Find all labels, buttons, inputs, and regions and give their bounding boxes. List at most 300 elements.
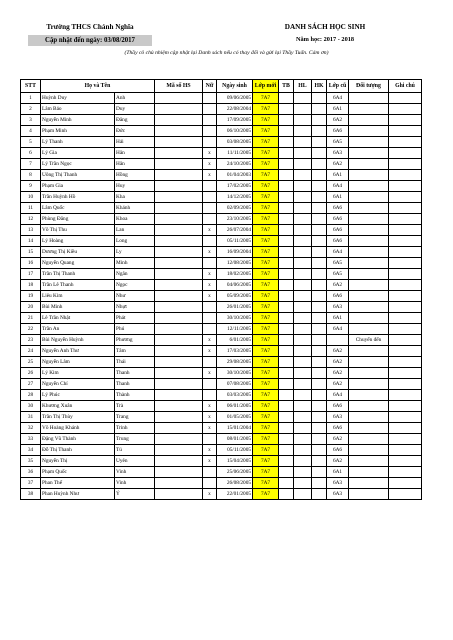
cell-stt: 11 xyxy=(21,203,41,214)
cell-female xyxy=(203,478,217,489)
cell-hl xyxy=(294,225,312,236)
cell-hl xyxy=(294,423,312,434)
cell-female xyxy=(203,236,217,247)
cell-category xyxy=(349,170,389,181)
cell-student-id xyxy=(155,203,203,214)
cell-tb xyxy=(279,126,294,137)
cell-stt: 15 xyxy=(21,247,41,258)
cell-tb xyxy=(279,115,294,126)
cell-category xyxy=(349,390,389,401)
cell-hl xyxy=(294,93,312,104)
cell-new-class: 7A7 xyxy=(253,159,279,170)
table-row xyxy=(21,93,422,104)
cell-female xyxy=(203,313,217,324)
cell-hk xyxy=(312,346,327,357)
cell-hl xyxy=(294,148,312,159)
cell-new-class: 7A7 xyxy=(253,280,279,291)
cell-new-class: 7A7 xyxy=(253,203,279,214)
cell-category xyxy=(349,247,389,258)
cell-notes xyxy=(389,489,422,500)
cell-last-middle-name: Uông Thị Thanh xyxy=(41,170,115,181)
cell-tb xyxy=(279,159,294,170)
cell-category xyxy=(349,192,389,203)
cell-category xyxy=(349,148,389,159)
cell-birth-date: 06/10/2005 xyxy=(217,126,253,137)
cell-student-id xyxy=(155,390,203,401)
cell-stt: 34 xyxy=(21,445,41,456)
cell-notes xyxy=(389,170,422,181)
cell-new-class: 7A7 xyxy=(253,93,279,104)
cell-birth-date: 01/04/2003 xyxy=(217,170,253,181)
cell-first-name: Kha xyxy=(115,192,155,203)
cell-first-name: Phát xyxy=(115,313,155,324)
cell-hk xyxy=(312,434,327,445)
cell-female: x xyxy=(203,269,217,280)
cell-old-class: 6A2 xyxy=(327,434,349,445)
cell-stt: 24 xyxy=(21,346,41,357)
cell-stt: 2 xyxy=(21,104,41,115)
cell-birth-date: 26/08/2005 xyxy=(217,478,253,489)
cell-birth-date: 12/08/2005 xyxy=(217,258,253,269)
cell-category: Chuyển đến xyxy=(349,335,389,346)
cell-tb xyxy=(279,324,294,335)
cell-tb xyxy=(279,401,294,412)
table-header-row xyxy=(21,80,422,93)
table-row xyxy=(21,390,422,401)
cell-hl xyxy=(294,137,312,148)
cell-old-class: 6A2 xyxy=(327,368,349,379)
table-row xyxy=(21,126,422,137)
cell-hl xyxy=(294,291,312,302)
cell-tb xyxy=(279,445,294,456)
cell-old-class: 6A4 xyxy=(327,390,349,401)
table-row xyxy=(21,148,422,159)
cell-new-class: 7A7 xyxy=(253,302,279,313)
cell-stt: 4 xyxy=(21,126,41,137)
cell-notes xyxy=(389,412,422,423)
cell-stt: 30 xyxy=(21,401,41,412)
cell-category xyxy=(349,478,389,489)
cell-birth-date: 04/06/2005 xyxy=(217,280,253,291)
cell-first-name: Thái xyxy=(115,357,155,368)
cell-category xyxy=(349,456,389,467)
cell-birth-date: 26/01/2005 xyxy=(217,302,253,313)
cell-hl xyxy=(294,159,312,170)
cell-old-class: 6A3 xyxy=(327,478,349,489)
cell-notes xyxy=(389,302,422,313)
cell-student-id xyxy=(155,324,203,335)
cell-hl xyxy=(294,401,312,412)
cell-last-middle-name: Lý Kim xyxy=(41,368,115,379)
col-header-hk: HK xyxy=(312,80,327,93)
cell-notes xyxy=(389,247,422,258)
cell-stt: 22 xyxy=(21,324,41,335)
cell-new-class: 7A7 xyxy=(253,236,279,247)
table-row xyxy=(21,214,422,225)
cell-category xyxy=(349,214,389,225)
cell-tb xyxy=(279,456,294,467)
cell-last-middle-name: Phùng Đăng xyxy=(41,214,115,225)
cell-hk xyxy=(312,148,327,159)
col-header-new-class: Lớp mới xyxy=(253,80,279,93)
cell-tb xyxy=(279,269,294,280)
col-header-full-name: Họ và Tên xyxy=(41,80,155,93)
cell-birth-date: 17/02/2005 xyxy=(217,181,253,192)
cell-tb xyxy=(279,434,294,445)
cell-notes xyxy=(389,401,422,412)
cell-hk xyxy=(312,368,327,379)
cell-notes xyxy=(389,104,422,115)
cell-tb xyxy=(279,357,294,368)
cell-student-id xyxy=(155,346,203,357)
cell-old-class: 6A6 xyxy=(327,203,349,214)
cell-female xyxy=(203,93,217,104)
cell-tb xyxy=(279,247,294,258)
cell-notes xyxy=(389,148,422,159)
cell-stt: 38 xyxy=(21,489,41,500)
cell-old-class: 6A6 xyxy=(327,126,349,137)
cell-stt: 10 xyxy=(21,192,41,203)
cell-hl xyxy=(294,247,312,258)
cell-last-middle-name: Lý Trần Ngọc xyxy=(41,159,115,170)
cell-hk xyxy=(312,357,327,368)
cell-birth-date: 30/10/2005 xyxy=(217,313,253,324)
cell-new-class: 7A7 xyxy=(253,368,279,379)
cell-notes xyxy=(389,93,422,104)
cell-old-class: 6A2 xyxy=(327,159,349,170)
cell-last-middle-name: Phạm Minh xyxy=(41,126,115,137)
cell-stt: 7 xyxy=(21,159,41,170)
cell-new-class: 7A7 xyxy=(253,148,279,159)
cell-student-id xyxy=(155,489,203,500)
cell-old-class: 6A4 xyxy=(327,93,349,104)
cell-tb xyxy=(279,181,294,192)
cell-female: x xyxy=(203,148,217,159)
cell-category xyxy=(349,115,389,126)
table-row xyxy=(21,423,422,434)
cell-old-class: 6A6 xyxy=(327,423,349,434)
cell-tb xyxy=(279,489,294,500)
cell-student-id xyxy=(155,159,203,170)
cell-new-class: 7A7 xyxy=(253,412,279,423)
cell-female xyxy=(203,434,217,445)
cell-new-class: 7A7 xyxy=(253,357,279,368)
cell-student-id xyxy=(155,126,203,137)
cell-notes xyxy=(389,192,422,203)
cell-last-middle-name: Trần Lê Thanh xyxy=(41,280,115,291)
col-header-hl: HL xyxy=(294,80,312,93)
cell-new-class: 7A7 xyxy=(253,192,279,203)
cell-old-class: 6A3 xyxy=(327,148,349,159)
cell-hk xyxy=(312,280,327,291)
cell-notes xyxy=(389,280,422,291)
cell-notes xyxy=(389,126,422,137)
cell-birth-date: 22/01/2005 xyxy=(217,489,253,500)
cell-student-id xyxy=(155,456,203,467)
cell-female: x xyxy=(203,170,217,181)
table-row xyxy=(21,203,422,214)
cell-stt: 1 xyxy=(21,93,41,104)
cell-student-id xyxy=(155,181,203,192)
cell-hl xyxy=(294,126,312,137)
cell-notes xyxy=(389,115,422,126)
cell-birth-date: 18/02/2005 xyxy=(217,269,253,280)
cell-student-id xyxy=(155,445,203,456)
table-row xyxy=(21,324,422,335)
cell-student-id xyxy=(155,148,203,159)
cell-tb xyxy=(279,467,294,478)
cell-old-class: 6A6 xyxy=(327,214,349,225)
cell-first-name: Đức xyxy=(115,126,155,137)
cell-female xyxy=(203,258,217,269)
cell-hl xyxy=(294,456,312,467)
cell-last-middle-name: Phạm Gia xyxy=(41,181,115,192)
cell-new-class: 7A7 xyxy=(253,137,279,148)
cell-notes xyxy=(389,346,422,357)
cell-stt: 21 xyxy=(21,313,41,324)
cell-category xyxy=(349,434,389,445)
cell-last-middle-name: Lý Gia xyxy=(41,148,115,159)
cell-student-id xyxy=(155,236,203,247)
table-row xyxy=(21,456,422,467)
table-row xyxy=(21,467,422,478)
cell-category xyxy=(349,126,389,137)
col-header-student-id: Mã số HS xyxy=(155,80,203,93)
cell-tb xyxy=(279,302,294,313)
cell-new-class: 7A7 xyxy=(253,335,279,346)
cell-notes xyxy=(389,181,422,192)
cell-old-class: 6A1 xyxy=(327,313,349,324)
cell-first-name: Thanh xyxy=(115,368,155,379)
cell-birth-date: 26/07/2004 xyxy=(217,225,253,236)
cell-birth-date: 05/11/2005 xyxy=(217,236,253,247)
cell-first-name: Thành xyxy=(115,390,155,401)
cell-birth-date: 6/01/2005 xyxy=(217,335,253,346)
cell-last-middle-name: Bùi Minh xyxy=(41,302,115,313)
cell-last-middle-name: Huỳnh Duy xyxy=(41,93,115,104)
cell-stt: 14 xyxy=(21,236,41,247)
cell-category xyxy=(349,269,389,280)
cell-stt: 32 xyxy=(21,423,41,434)
cell-tb xyxy=(279,258,294,269)
cell-female xyxy=(203,379,217,390)
cell-stt: 12 xyxy=(21,214,41,225)
cell-last-middle-name: Nguyễn Anh Thư xyxy=(41,346,115,357)
cell-category xyxy=(349,225,389,236)
cell-hk xyxy=(312,412,327,423)
cell-hl xyxy=(294,489,312,500)
cell-old-class: 6A3 xyxy=(327,489,349,500)
cell-last-middle-name: Khương Xuân xyxy=(41,401,115,412)
cell-old-class: 6A5 xyxy=(327,269,349,280)
table-row xyxy=(21,192,422,203)
cell-stt: 19 xyxy=(21,291,41,302)
cell-stt: 28 xyxy=(21,390,41,401)
cell-first-name: Trà xyxy=(115,401,155,412)
cell-old-class: 6A1 xyxy=(327,170,349,181)
cell-hk xyxy=(312,104,327,115)
cell-last-middle-name: Bùi Nguyễn Huỳnh xyxy=(41,335,115,346)
cell-old-class: 6A3 xyxy=(327,302,349,313)
cell-tb xyxy=(279,93,294,104)
cell-last-middle-name: Nguyễn Minh xyxy=(41,115,115,126)
cell-stt: 6 xyxy=(21,148,41,159)
cell-hk xyxy=(312,390,327,401)
cell-first-name: Uyên xyxy=(115,456,155,467)
cell-first-name: Trinh xyxy=(115,423,155,434)
cell-hk xyxy=(312,467,327,478)
cell-new-class: 7A7 xyxy=(253,456,279,467)
cell-first-name: Ý xyxy=(115,489,155,500)
cell-notes xyxy=(389,368,422,379)
table-row xyxy=(21,225,422,236)
cell-hk xyxy=(312,214,327,225)
cell-notes xyxy=(389,203,422,214)
cell-last-middle-name: Lâm Quốc xyxy=(41,203,115,214)
cell-first-name: Đăng xyxy=(115,115,155,126)
cell-old-class: 6A4 xyxy=(327,181,349,192)
table-row xyxy=(21,137,422,148)
cell-new-class: 7A7 xyxy=(253,423,279,434)
col-header-category: Đối tượng xyxy=(349,80,389,93)
cell-birth-date: 23/10/2005 xyxy=(217,214,253,225)
cell-first-name: Như xyxy=(115,291,155,302)
table-row xyxy=(21,412,422,423)
cell-hk xyxy=(312,423,327,434)
cell-new-class: 7A7 xyxy=(253,489,279,500)
cell-last-middle-name: Lý Thanh xyxy=(41,137,115,148)
cell-notes xyxy=(389,357,422,368)
table-row xyxy=(21,478,422,489)
cell-old-class: 6A2 xyxy=(327,456,349,467)
cell-birth-date: 03/03/2005 xyxy=(217,390,253,401)
cell-birth-date: 02/09/2005 xyxy=(217,203,253,214)
table-row xyxy=(21,247,422,258)
cell-new-class: 7A7 xyxy=(253,379,279,390)
cell-last-middle-name: Nguyễn Lâm xyxy=(41,357,115,368)
cell-first-name: Nhựt xyxy=(115,302,155,313)
table-row xyxy=(21,401,422,412)
cell-female xyxy=(203,214,217,225)
cell-female: x xyxy=(203,247,217,258)
cell-birth-date: 12/11/2005 xyxy=(217,324,253,335)
cell-student-id xyxy=(155,412,203,423)
cell-old-class: 6A4 xyxy=(327,324,349,335)
col-header-birth-date: Ngày sinh xyxy=(217,80,253,93)
cell-first-name: Trung xyxy=(115,434,155,445)
cell-tb xyxy=(279,291,294,302)
cell-old-class xyxy=(327,335,349,346)
cell-hk xyxy=(312,269,327,280)
cell-birth-date: 06/01/2005 xyxy=(217,401,253,412)
cell-tb xyxy=(279,313,294,324)
cell-hl xyxy=(294,115,312,126)
cell-notes xyxy=(389,456,422,467)
cell-stt: 31 xyxy=(21,412,41,423)
cell-first-name: Thanh xyxy=(115,379,155,390)
cell-tb xyxy=(279,390,294,401)
cell-first-name: Ly xyxy=(115,247,155,258)
table-row xyxy=(21,269,422,280)
cell-female xyxy=(203,126,217,137)
cell-tb xyxy=(279,170,294,181)
cell-notes xyxy=(389,390,422,401)
cell-new-class: 7A7 xyxy=(253,181,279,192)
cell-tb xyxy=(279,148,294,159)
cell-female: x xyxy=(203,159,217,170)
cell-stt: 9 xyxy=(21,181,41,192)
cell-tb xyxy=(279,379,294,390)
cell-first-name: Ngọc xyxy=(115,280,155,291)
cell-notes xyxy=(389,291,422,302)
cell-birth-date: 07/08/2005 xyxy=(217,379,253,390)
cell-birth-date: 24/10/2005 xyxy=(217,159,253,170)
cell-tb xyxy=(279,236,294,247)
cell-new-class: 7A7 xyxy=(253,247,279,258)
cell-student-id xyxy=(155,104,203,115)
cell-tb xyxy=(279,280,294,291)
cell-old-class: 6A6 xyxy=(327,445,349,456)
cell-birth-date: 16/09/2004 xyxy=(217,247,253,258)
cell-hl xyxy=(294,379,312,390)
cell-old-class: 6A1 xyxy=(327,192,349,203)
cell-student-id xyxy=(155,478,203,489)
cell-birth-date: 30/10/2005 xyxy=(217,368,253,379)
cell-first-name: Hân xyxy=(115,148,155,159)
cell-birth-date: 09/06/2005 xyxy=(217,93,253,104)
cell-old-class: 6A2 xyxy=(327,357,349,368)
cell-student-id xyxy=(155,170,203,181)
cell-hk xyxy=(312,379,327,390)
cell-hl xyxy=(294,313,312,324)
cell-old-class: 6A3 xyxy=(327,412,349,423)
cell-new-class: 7A7 xyxy=(253,401,279,412)
cell-hl xyxy=(294,236,312,247)
cell-birth-date: 08/01/2005 xyxy=(217,434,253,445)
table-row xyxy=(21,379,422,390)
cell-female: x xyxy=(203,346,217,357)
cell-first-name: Hân xyxy=(115,159,155,170)
cell-new-class: 7A7 xyxy=(253,115,279,126)
cell-category xyxy=(349,203,389,214)
cell-tb xyxy=(279,423,294,434)
cell-female xyxy=(203,302,217,313)
cell-old-class: 6A2 xyxy=(327,346,349,357)
cell-stt: 33 xyxy=(21,434,41,445)
cell-student-id xyxy=(155,313,203,324)
cell-category xyxy=(349,280,389,291)
cell-birth-date: 25/06/2005 xyxy=(217,467,253,478)
cell-female xyxy=(203,104,217,115)
cell-old-class: 6A6 xyxy=(327,225,349,236)
cell-student-id xyxy=(155,258,203,269)
cell-birth-date: 14/12/2005 xyxy=(217,192,253,203)
cell-tb xyxy=(279,346,294,357)
cell-hk xyxy=(312,247,327,258)
cell-female: x xyxy=(203,280,217,291)
cell-hk xyxy=(312,137,327,148)
cell-new-class: 7A7 xyxy=(253,104,279,115)
cell-hl xyxy=(294,302,312,313)
table-row xyxy=(21,115,422,126)
cell-old-class: 6A5 xyxy=(327,258,349,269)
cell-last-middle-name: Nguyễn Chí xyxy=(41,379,115,390)
cell-last-middle-name: Đặng Vũ Thành xyxy=(41,434,115,445)
cell-old-class: 6A4 xyxy=(327,247,349,258)
cell-hl xyxy=(294,170,312,181)
cell-last-middle-name: Võ Hoàng Khánh xyxy=(41,423,115,434)
cell-first-name: Long xyxy=(115,236,155,247)
